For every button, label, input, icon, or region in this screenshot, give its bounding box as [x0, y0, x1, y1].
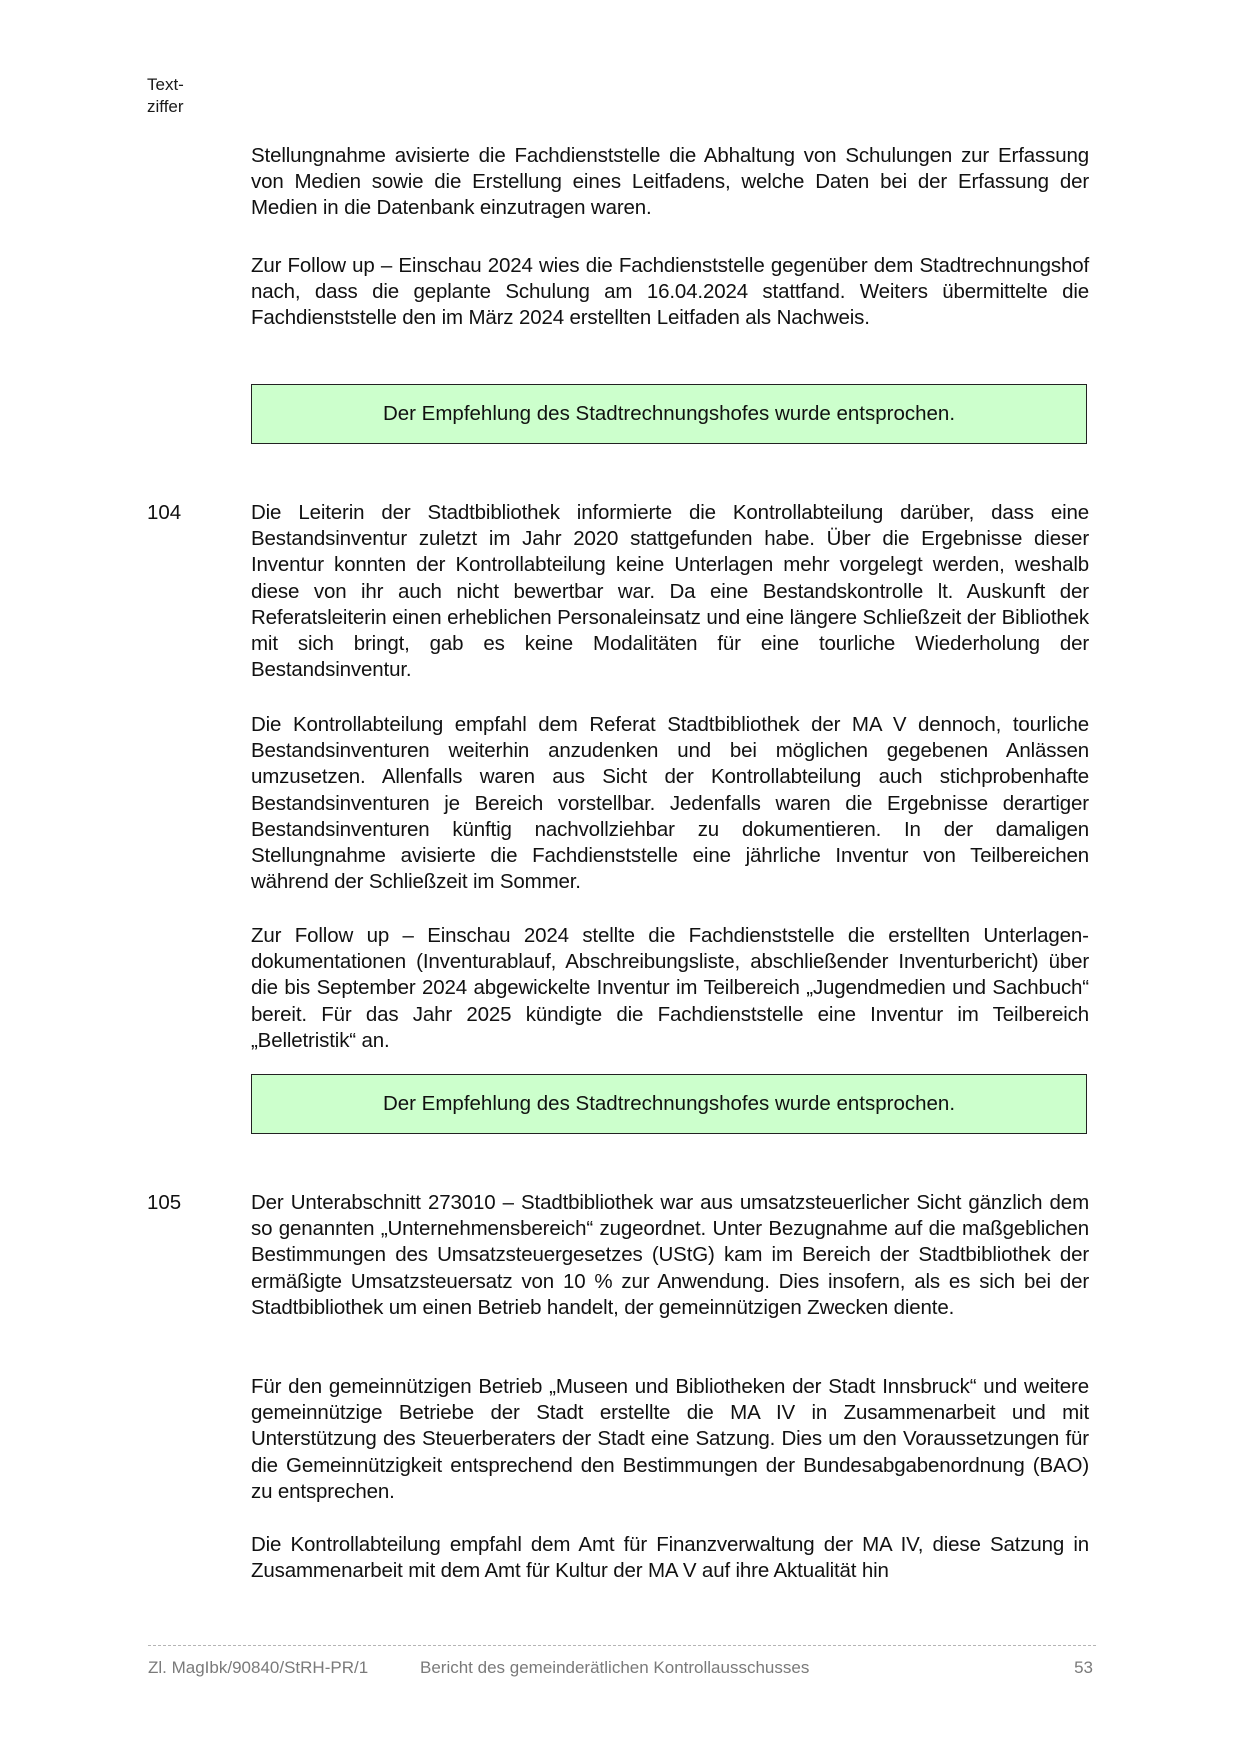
paragraph: Zur Follow up – Einschau 2024 stellte die Fachdienststelle die erstellten Unterlagendokumentationen (Inventurablauf, Abschreibungsliste, abschließender Inventurbericht) über die bis September 2024 abgewickelte Inventur im Teilbereich „Jugendmedien und Sachbuch“ bereit. Für das Jahr 2025 kündigte die Fachdienststelle eine Inventur im Teilbereich „Belletristik“ an.	[251, 924, 1089, 1052]
paragraph: Die Kontrollabteilung empfahl dem Referat Stadtbibliothek der MA V dennoch, tourliche Bestandsinventuren weiterhin anzudenken und bei möglichen gegebenen Anlässen umzusetzen. Allenfalls waren aus Sicht der Kontrollabteilung auch stichprobenhafte Bestandsinventuren je Bereich vorstellbar. Jedenfalls waren die Ergebnisse derartiger Bestandsinventuren künftig nachvollziehbar zu dokumentieren. In der damaligen Stellungnahme avisierte die Fachdienststelle eine jährliche Inventur von Teilbereichen während der Schließzeit im Sommer.	[251, 713, 1089, 894]
paragraph: Für den gemeinnützigen Betrieb „Museen und Bibliotheken der Stadt Innsbruck“ und weitere gemeinnützige Betriebe der Stadt erstellte die MA IV in Zusammenarbeit und mit Unterstützung des Steuerberaters der Stadt eine Satzung. Dies um den Voraussetzungen für die Gemeinnützigkeit entsprechend den Bestimmungen der Bundesabgabenordnung (BAO) zu entsprechen.	[251, 1375, 1089, 1503]
textziffer-number: 105	[147, 1191, 182, 1214]
margin-label-line2: ziffer	[147, 97, 184, 116]
section-104-para-2	[251, 712, 1089, 895]
section-continuation	[251, 143, 1089, 222]
footer-reference: Zl. MagIbk/90840/StRH-PR/1	[148, 1658, 369, 1677]
section-104-para-1	[251, 500, 1089, 683]
result-text: Der Empfehlung des Stadtrechnungshofes wurde entsprochen.	[382, 1092, 956, 1115]
paragraph: Der Unterabschnitt 273010 – Stadtbibliothek war aus umsatzsteuerlicher Sicht gänzlich dem so genannten „Unternehmensbereich“ zugeordnet. Unter Bezugnahme auf die maßgeblichen Bestimmungen des Umsatzsteuergesetzes (UStG) kam im Bereich der Stadtbibliothek der ermäßigte Umsatzsteuersatz von 10 % zur Anwendung. Dies insofern, als es sich bei der Stadtbibliothek um einen Betrieb handelt, der gemeinnützigen Zwecken diente.	[251, 1191, 1089, 1319]
section-105-para-3	[251, 1532, 1089, 1584]
paragraph: Die Leiterin der Stadtbibliothek informierte die Kontrollabteilung darüber, dass eine Bestandsinventur zuletzt im Jahr 2020 stattgefunden habe. Über die Ergebnisse dieser Inventur konnten der Kontrollabteilung keine Unterlagen mehr vorgelegt werden, weshalb diese von ihr auch nicht bewertbar war. Da eine Bestandskontrolle lt. Auskunft der Referatsleiterin einen erheblichen Personaleinsatz und eine längere Schließzeit der Bibliothek mit sich bringt, gab es keine Modalitäten für eine tourliche Wiederholung der Bestandsinventur.	[251, 501, 1089, 682]
paragraph: Die Kontrollabteilung empfahl dem Amt für Finanzverwaltung der MA IV, diese Satzung in Zusammenarbeit mit dem Amt für Kultur der MA V auf ihre Aktualität hin	[251, 1533, 1089, 1583]
footer-divider	[148, 1645, 1096, 1646]
margin-label-line1: Text-	[147, 75, 184, 94]
result-text: Der Empfehlung des Stadtrechnungshofes wurde entsprochen.	[382, 402, 956, 425]
section-105-para-2	[251, 1374, 1089, 1505]
result-box	[251, 384, 1087, 444]
section-105-para-1	[251, 1190, 1089, 1321]
section-104-para-3	[251, 923, 1089, 1054]
footer-title: Bericht des gemeinderätlichen Kontrollausschusses	[420, 1658, 810, 1677]
paragraph: Stellungnahme avisierte die Fachdienststelle die Abhaltung von Schulungen zur Erfassung von Medien sowie die Erstellung eines Leitfadens, welche Daten bei der Erfassung der Medien in die Datenbank einzutragen waren.	[251, 144, 1089, 220]
page-number: 53	[1074, 1658, 1093, 1677]
paragraph: Zur Follow up – Einschau 2024 wies die Fachdienststelle gegenüber dem Stadtrechnungshof nach, dass die geplante Schulung am 16.04.2024 stattfand. Weiters übermittelte die Fachdienststelle den im März 2024 erstellten Leitfaden als Nachweis.	[251, 254, 1089, 330]
section-continuation-followup	[251, 253, 1089, 332]
margin-label-textziffer	[147, 74, 184, 118]
result-box	[251, 1074, 1087, 1134]
textziffer-number: 104	[147, 501, 182, 524]
